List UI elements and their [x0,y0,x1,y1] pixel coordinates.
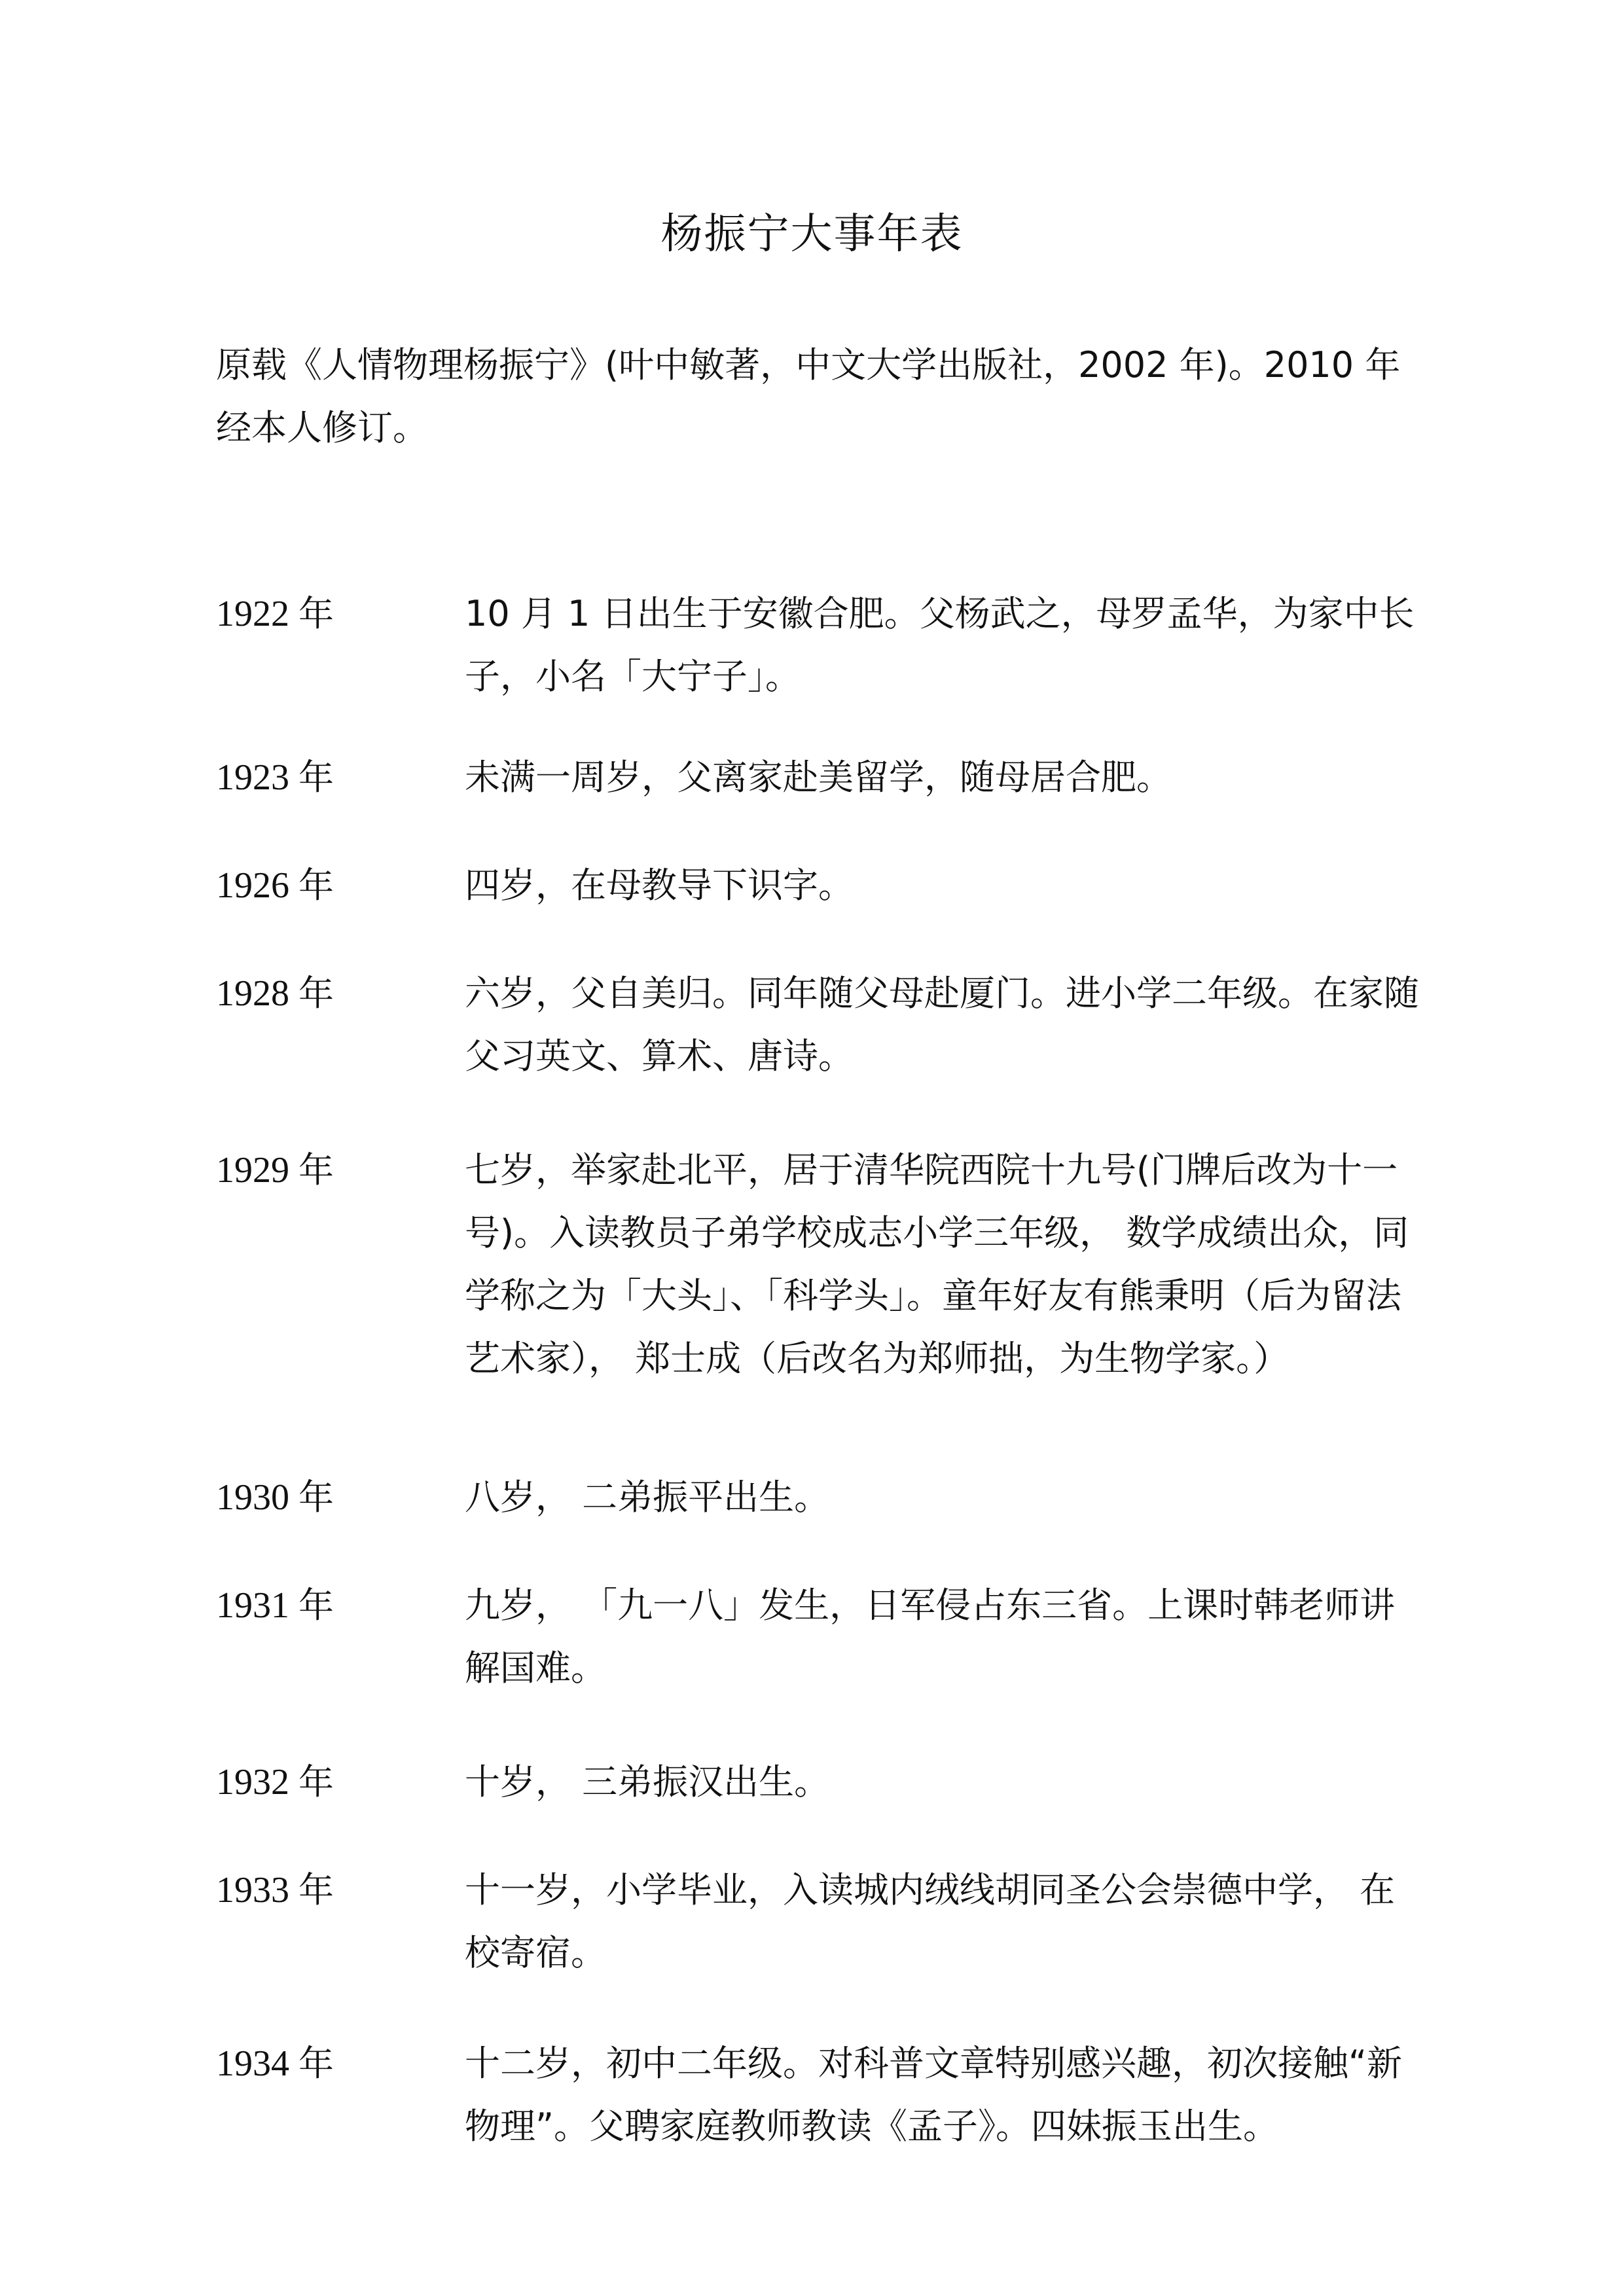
entry-event: 四岁，在母教导下识字。 [465,865,854,906]
entry-event: 未满一周岁，父离家赴美留学，随母居合肥。 [465,757,1172,798]
entry-year: 1926 年 [216,865,334,906]
entry-year: 1932 年 [216,1761,334,1803]
entry-event: 十岁， 三弟振汉出生。 [465,1761,830,1803]
entry-year: 1933 年 [216,1869,334,1910]
entry-event: 七岁，举家赴北平，居于清华院西院十九号(门牌后改为十一号)。入读教员子弟学校成志小学三年级， 数学成绩出众，同学称之为「大头」、「科学头」。童年好友有熊秉明（后为留法艺术家）， 郑士成（后改名为郑师拙，为生物学家。） [465,1149,1409,1379]
entry-year: 1930 年 [216,1477,334,1518]
entry-event: 十一岁，小学毕业，入读城内绒线胡同圣公会崇德中学， 在校寄宿。 [465,1869,1396,1973]
entry-event: 10 月 1 日出生于安徽合肥。父杨武之，母罗孟华，为家中长子，小名「大宁子」。 [465,593,1415,697]
entry-year: 1923 年 [216,757,334,798]
entry-year: 1934 年 [216,2043,334,2084]
document-title: 杨振宁大事年表 [660,210,964,259]
entry-event: 九岁， 「九一八」发生，日军侵占东三省。上课时韩老师讲解国难。 [465,1585,1396,1689]
entry-year: 1931 年 [216,1585,334,1626]
entry-event: 六岁，父自美归。同年随父母赴厦门。进小学二年级。在家随父习英文、算术、唐诗。 [465,973,1419,1077]
entry-year: 1922 年 [216,593,334,634]
source-note: 原载《人情物理杨振宁》(叶中敏著，中文大学出版社，2002 年)。2010 年经本人修订。 [216,344,1401,448]
entry-year: 1929 年 [216,1149,334,1191]
entry-event: 十二岁，初中二年级。对科普文章特别感兴趣，初次接触“新物理”。父聘家庭教师教读《孟子》。四妹振玉出生。 [465,2043,1402,2147]
entry-event: 八岁， 二弟振平出生。 [465,1477,830,1518]
entry-year: 1928 年 [216,973,334,1014]
